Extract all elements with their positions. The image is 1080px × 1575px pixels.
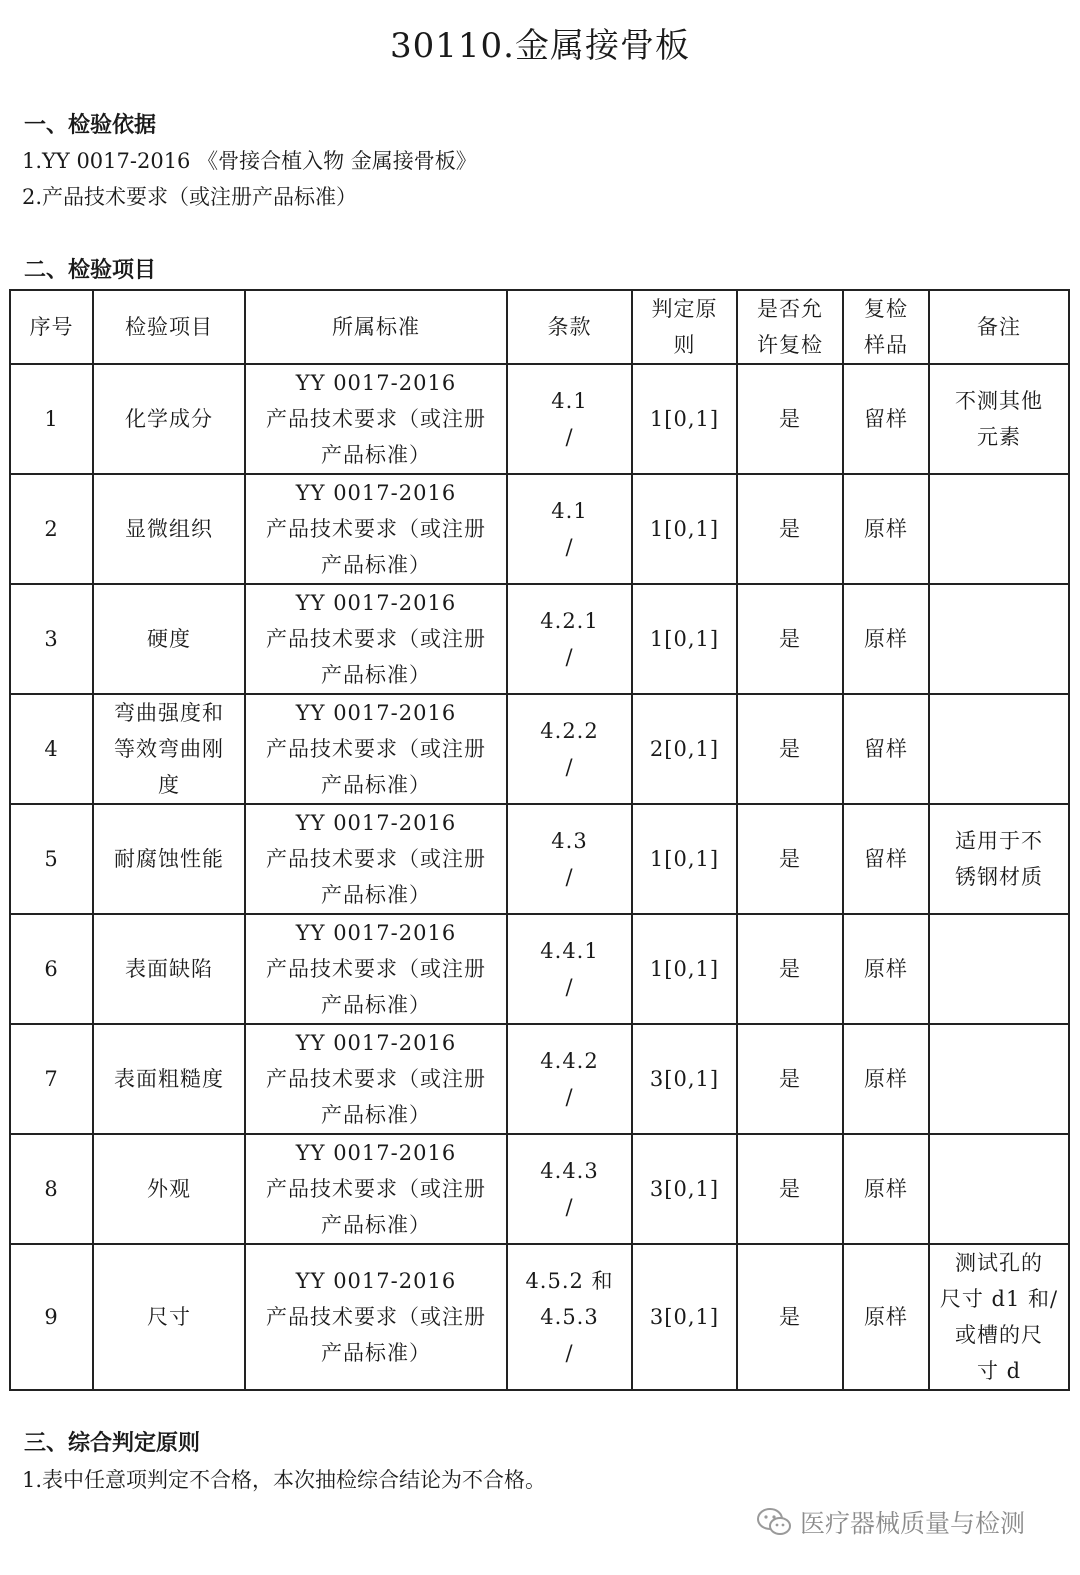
- table-row: [10, 804, 1069, 914]
- cell-item-line: 尺寸: [147, 1305, 191, 1329]
- cell-clause-line: 4.1: [551, 389, 588, 413]
- cell-standard-line: 产品技术要求（或注册: [266, 1177, 486, 1201]
- section1-item-1: 1.YY 0017-2016 《骨接合植入物 金属接骨板》: [22, 149, 477, 173]
- cell-recheck: 是: [737, 1024, 843, 1134]
- cell-clause: [507, 694, 632, 804]
- header-clause-line: 条款: [547, 315, 592, 339]
- header-rule-line: 判定原: [651, 297, 718, 321]
- cell-standard-line: 产品标准）: [321, 553, 431, 577]
- cell-recheck: 是: [737, 1244, 843, 1390]
- cell-clause-line: /: [565, 1085, 574, 1109]
- cell-no: 6: [10, 914, 93, 1024]
- cell-standard-line: YY 0017-2016: [295, 1269, 457, 1293]
- cell-item-line: 外观: [147, 1177, 191, 1201]
- cell-item-line: 等效弯曲刚: [114, 737, 224, 761]
- header-note-line: 备注: [977, 315, 1021, 339]
- cell-standard: [245, 804, 507, 914]
- cell-standard-line: 产品技术要求（或注册: [266, 407, 486, 431]
- cell-clause-line: 4.5.3: [540, 1305, 599, 1329]
- cell-item-line: 耐腐蚀性能: [114, 847, 224, 871]
- cell-standard-line: 产品标准）: [321, 663, 431, 687]
- cell-no: 8: [10, 1134, 93, 1244]
- cell-recheck: 是: [737, 694, 843, 804]
- header-no: [10, 290, 93, 364]
- page-title: 30110.金属接骨板: [390, 26, 690, 66]
- cell-standard-line: YY 0017-2016: [295, 701, 457, 725]
- cell-item-line: 度: [158, 773, 180, 797]
- cell-recheck: 是: [737, 474, 843, 584]
- cell-standard-line: YY 0017-2016: [295, 481, 457, 505]
- cell-clause: [507, 804, 632, 914]
- cell-standard-line: 产品标准）: [321, 1103, 431, 1127]
- cell-standard-line: YY 0017-2016: [295, 1141, 457, 1165]
- cell-item-line: 显微组织: [125, 517, 213, 541]
- cell-no: 5: [10, 804, 93, 914]
- cell-standard-line: YY 0017-2016: [295, 921, 457, 945]
- cell-note: [929, 1024, 1069, 1134]
- cell-recheck: 是: [737, 914, 843, 1024]
- header-recheck-line: 许复检: [757, 333, 823, 357]
- cell-sample: 留样: [843, 364, 929, 474]
- cell-note-line: 元素: [977, 425, 1021, 449]
- cell-rule: 1[0,1]: [632, 364, 737, 474]
- cell-standard-line: 产品标准）: [321, 443, 431, 467]
- cell-rule: 3[0,1]: [632, 1024, 737, 1134]
- cell-clause: [507, 364, 632, 474]
- cell-standard: [245, 694, 507, 804]
- cell-clause-line: 4.2.1: [540, 609, 599, 633]
- header-note: [929, 290, 1069, 364]
- cell-no: 7: [10, 1024, 93, 1134]
- cell-standard-line: YY 0017-2016: [295, 811, 457, 835]
- cell-sample: 留样: [843, 694, 929, 804]
- cell-no: 9: [10, 1244, 93, 1390]
- cell-item: [93, 804, 245, 914]
- header-standard: [245, 290, 507, 364]
- cell-clause-line: /: [565, 425, 574, 449]
- cell-clause: [507, 1134, 632, 1244]
- header-recheck-line: 是否允: [757, 297, 823, 321]
- cell-rule: 2[0,1]: [632, 694, 737, 804]
- cell-note-line: 锈钢材质: [955, 865, 1043, 889]
- cell-note-line: 或槽的尺: [955, 1323, 1043, 1347]
- cell-sample: 原样: [843, 474, 929, 584]
- header-standard-line: 所属标准: [332, 315, 420, 339]
- table-body: [10, 364, 1069, 1390]
- cell-item-line: 表面粗糙度: [114, 1067, 224, 1091]
- cell-sample: 原样: [843, 584, 929, 694]
- cell-standard-line: YY 0017-2016: [295, 591, 457, 615]
- cell-clause-line: /: [565, 1195, 574, 1219]
- cell-note: [929, 804, 1069, 914]
- cell-no: 4: [10, 694, 93, 804]
- cell-standard: [245, 474, 507, 584]
- header-rule: [632, 290, 737, 364]
- cell-note: [929, 1244, 1069, 1390]
- header-item-line: 检验项目: [125, 315, 213, 339]
- cell-note: [929, 364, 1069, 474]
- cell-standard-line: 产品技术要求（或注册: [266, 847, 486, 871]
- cell-note: [929, 694, 1069, 804]
- cell-standard-line: 产品标准）: [321, 993, 431, 1017]
- cell-standard-line: 产品技术要求（或注册: [266, 627, 486, 651]
- cell-item-line: 化学成分: [125, 407, 213, 431]
- cell-clause-line: /: [565, 975, 574, 999]
- cell-standard-line: 产品技术要求（或注册: [266, 517, 486, 541]
- cell-sample: 原样: [843, 1134, 929, 1244]
- cell-clause-line: 4.5.2 和: [525, 1269, 614, 1293]
- cell-rule: 1[0,1]: [632, 474, 737, 584]
- header-sample: [843, 290, 929, 364]
- cell-clause-line: /: [565, 755, 574, 779]
- cell-item-line: 弯曲强度和: [114, 701, 224, 725]
- cell-standard-line: 产品技术要求（或注册: [266, 957, 486, 981]
- cell-no: 1: [10, 364, 93, 474]
- cell-clause: [507, 1244, 632, 1390]
- section1-heading: 一、检验依据: [24, 113, 157, 138]
- cell-standard-line: YY 0017-2016: [295, 1031, 457, 1055]
- section3-heading: 三、综合判定原则: [24, 1431, 201, 1456]
- cell-rule: 1[0,1]: [632, 584, 737, 694]
- cell-rule: 1[0,1]: [632, 804, 737, 914]
- cell-clause-line: 4.1: [551, 499, 588, 523]
- header-clause: [507, 290, 632, 364]
- cell-standard-line: 产品技术要求（或注册: [266, 1067, 486, 1091]
- cell-item: [93, 914, 245, 1024]
- watermark: [756, 1502, 1025, 1542]
- cell-clause: [507, 474, 632, 584]
- header-sample-line: 样品: [864, 333, 908, 357]
- cell-item: [93, 1244, 245, 1390]
- cell-standard-line: 产品标准）: [321, 773, 431, 797]
- header-sample-line: 复检: [864, 297, 908, 321]
- inspection-table: [9, 289, 1070, 1391]
- cell-sample: 原样: [843, 914, 929, 1024]
- cell-recheck: 是: [737, 1134, 843, 1244]
- cell-note-line: 尺寸 d1 和/: [939, 1287, 1059, 1311]
- table-row: [10, 694, 1069, 804]
- cell-standard: [245, 584, 507, 694]
- cell-note-line: 测试孔的: [955, 1251, 1043, 1275]
- cell-clause-line: 4.4.3: [540, 1159, 599, 1183]
- cell-recheck: 是: [737, 804, 843, 914]
- watermark-text: 医疗器械质量与检测: [800, 1509, 1026, 1538]
- cell-sample: 原样: [843, 1024, 929, 1134]
- cell-sample: 留样: [843, 804, 929, 914]
- cell-note-line: 适用于不: [955, 829, 1043, 853]
- cell-rule: 1[0,1]: [632, 914, 737, 1024]
- cell-recheck: 是: [737, 364, 843, 474]
- cell-note-line: 寸 d: [976, 1359, 1022, 1383]
- cell-clause-line: /: [565, 535, 574, 559]
- cell-item-line: 表面缺陷: [125, 957, 213, 981]
- section3-item-1: 1.表中任意项判定不合格，本次抽检综合结论为不合格。: [22, 1468, 547, 1492]
- header-item: [93, 290, 245, 364]
- cell-note: [929, 1134, 1069, 1244]
- cell-standard: [245, 1024, 507, 1134]
- cell-no: 3: [10, 584, 93, 694]
- cell-clause: [507, 914, 632, 1024]
- table-row: [10, 1244, 1069, 1390]
- cell-clause-line: 4.4.1: [540, 939, 599, 963]
- cell-item: [93, 694, 245, 804]
- cell-note: [929, 474, 1069, 584]
- table-row: [10, 914, 1069, 1024]
- cell-standard-line: 产品技术要求（或注册: [266, 737, 486, 761]
- section1-item-2: 2.产品技术要求（或注册产品标准）: [22, 185, 358, 209]
- cell-clause-line: /: [565, 645, 574, 669]
- cell-item: [93, 584, 245, 694]
- wechat-icon: [756, 1507, 792, 1537]
- cell-recheck: 是: [737, 584, 843, 694]
- header-recheck: [737, 290, 843, 364]
- cell-standard-line: 产品标准）: [321, 1213, 431, 1237]
- cell-clause: [507, 584, 632, 694]
- cell-standard: [245, 1244, 507, 1390]
- header-rule-line: 则: [673, 333, 696, 357]
- cell-standard: [245, 364, 507, 474]
- table-row: [10, 1134, 1069, 1244]
- cell-note: [929, 914, 1069, 1024]
- cell-no: 2: [10, 474, 93, 584]
- cell-standard-line: 产品标准）: [321, 883, 431, 907]
- cell-note: [929, 584, 1069, 694]
- table-row: [10, 364, 1069, 474]
- cell-sample: 原样: [843, 1244, 929, 1390]
- cell-item-line: 硬度: [147, 627, 191, 651]
- cell-standard: [245, 914, 507, 1024]
- cell-standard: [245, 1134, 507, 1244]
- table-header-row: [10, 290, 1069, 364]
- cell-standard-line: 产品标准）: [321, 1341, 431, 1365]
- cell-clause-line: /: [565, 865, 574, 889]
- cell-item: [93, 474, 245, 584]
- cell-rule: 3[0,1]: [632, 1134, 737, 1244]
- cell-clause: [507, 1024, 632, 1134]
- table-row: [10, 474, 1069, 584]
- header-no-line: 序号: [29, 315, 74, 339]
- cell-clause-line: 4.4.2: [540, 1049, 599, 1073]
- table-row: [10, 1024, 1069, 1134]
- cell-clause-line: /: [565, 1341, 574, 1365]
- cell-clause-line: 4.3: [551, 829, 588, 853]
- cell-item: [93, 1024, 245, 1134]
- section2-heading: 二、检验项目: [24, 258, 157, 283]
- cell-rule: 3[0,1]: [632, 1244, 737, 1390]
- cell-clause-line: 4.2.2: [540, 719, 599, 743]
- cell-standard-line: YY 0017-2016: [295, 371, 457, 395]
- cell-note-line: 不测其他: [955, 389, 1043, 413]
- cell-item: [93, 1134, 245, 1244]
- cell-item: [93, 364, 245, 474]
- table-row: [10, 584, 1069, 694]
- cell-standard-line: 产品技术要求（或注册: [266, 1305, 486, 1329]
